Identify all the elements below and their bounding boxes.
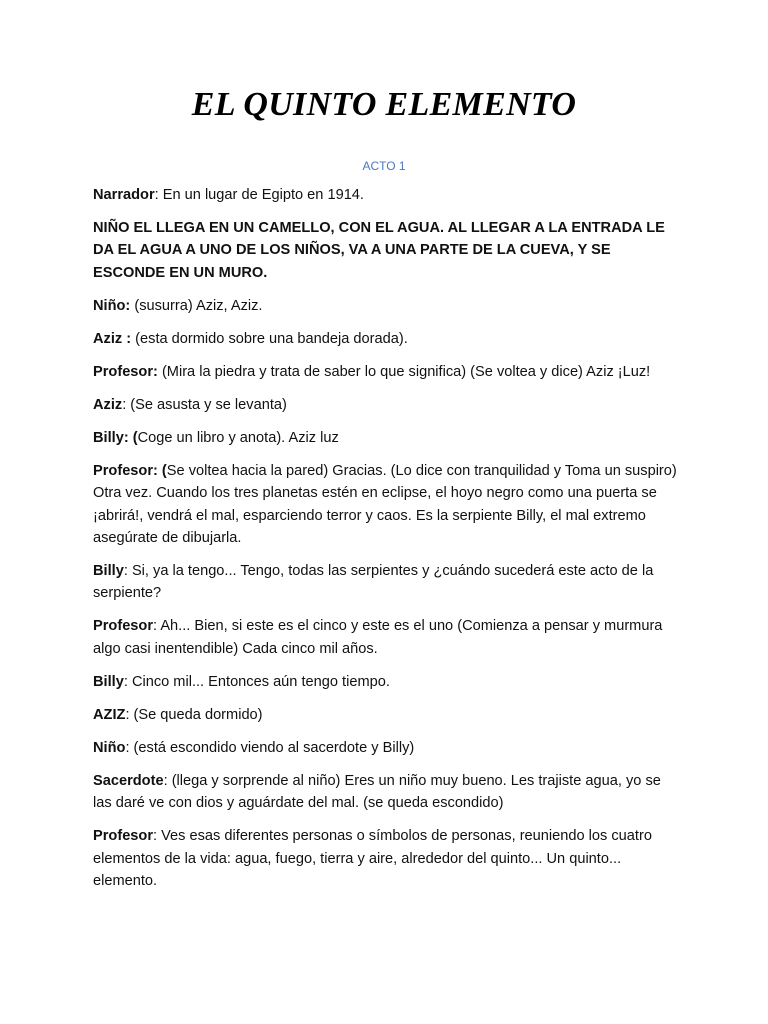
speaker-name: Billy: [93, 563, 124, 580]
dialogue-line: [93, 671, 683, 693]
speaker-name: Billy: (: [93, 429, 138, 446]
speaker-name: Sacerdote: [93, 772, 164, 789]
separator: :: [153, 828, 162, 845]
speaker-name: Profesor: (: [93, 462, 167, 479]
dialogue-line: [93, 184, 683, 206]
dialogue-line: [93, 427, 683, 449]
dialogue-text: (llega y sorprende al niño) Eres un niño muy bueno. Les trajiste agua, yo se las daré ve con dios y aguárdate del mal. (se queda escondido): [93, 772, 661, 812]
dialogue-line: [93, 394, 683, 416]
dialogue-line: [93, 460, 683, 550]
dialogue-text: Coge un libro y anota). Aziz luz: [137, 429, 339, 446]
speaker-name: Aziz: [93, 396, 123, 413]
separator: :: [154, 187, 163, 203]
dialogue-line: [93, 560, 683, 605]
separator: :: [125, 706, 134, 723]
dialogue-text: Ah... Bien, si este es el cinco y este es el uno (Comienza a pensar y murmura algo casi inentendible) Cada cinco mil años.: [93, 618, 663, 657]
dialogue-text: Se voltea hacia la pared) Gracias. (Lo dice con tranquilidad y Toma un suspiro) Otra vez. Cuando los tres planetas estén en eclipse, el hoyo negro como una puerta se ¡abrirá!, vendrá el mal, esparciendo terror y caos. Es la serpiente Billy, el mal extremo asegúrate de dibujarla.: [93, 462, 677, 547]
separator: :: [153, 618, 161, 635]
dialogue-text: Si, ya la tengo... Tengo, todas las serpientes y ¿cuándo sucederá este acto de la serpiente?: [93, 563, 654, 602]
dialogue-text: (Se queda dormido): [133, 706, 263, 723]
script-body: [93, 184, 683, 903]
separator: :: [123, 563, 132, 580]
dialogue-line: [93, 361, 683, 383]
separator: :: [122, 396, 131, 413]
speaker-name: AZIZ: [93, 706, 126, 723]
separator: :: [163, 772, 172, 789]
speaker-name: Niño: [93, 739, 126, 756]
stage-direction: NIÑO EL LLEGA EN UN CAMELLO, CON EL AGUA. AL LLEGAR A LA ENTRADA LE DA EL AGUA A UNO DE LOS NIÑOS, VA A UNA PARTE DE LA CUEVA, Y SE ESCONDE EN UN MURO.: [93, 220, 665, 281]
dialogue-text: (susurra) Aziz, Aziz.: [134, 297, 263, 314]
speaker-name: Narrador: [93, 187, 155, 203]
dialogue-text: (esta dormido sobre una bandeja dorada).: [135, 330, 408, 347]
dialogue-line: [93, 737, 683, 759]
dialogue-line: [93, 704, 683, 726]
dialogue-text: Cinco mil... Entonces aún tengo tiempo.: [131, 673, 390, 690]
speaker-name: Profesor: [93, 828, 154, 845]
separator: :: [123, 673, 132, 690]
separator: :: [125, 739, 134, 756]
dialogue-line: [93, 615, 683, 660]
dialogue-line: [93, 825, 683, 892]
speaker-name: Profesor: [93, 618, 154, 635]
dialogue-line: [93, 295, 683, 317]
dialogue-text: Ves esas diferentes personas o símbolos de personas, reuniendo los cuatro elementos de la vida: agua, fuego, tierra y aire, alrededor del quinto... Un quinto... elemento.: [93, 828, 652, 890]
dialogue-text: (Mira la piedra y trata de saber lo que significa) (Se voltea y dice) Aziz ¡Luz!: [161, 363, 651, 380]
dialogue-line: [93, 770, 683, 815]
dialogue-text: (está escondido viendo al sacerdote y Billy): [133, 739, 415, 756]
dialogue-text: (Se asusta y se levanta): [130, 396, 287, 413]
speaker-name: Billy: [93, 673, 124, 690]
dialogue-text: En un lugar de Egipto en 1914.: [162, 187, 364, 203]
dialogue-line: [93, 328, 683, 350]
speaker-name: Niño:: [93, 297, 131, 314]
document-title: EL QUINTO ELEMENTO: [191, 86, 577, 123]
speaker-name: Aziz :: [93, 330, 132, 347]
act-label: ACTO 1: [362, 159, 406, 173]
speaker-name: Profesor:: [93, 363, 158, 380]
